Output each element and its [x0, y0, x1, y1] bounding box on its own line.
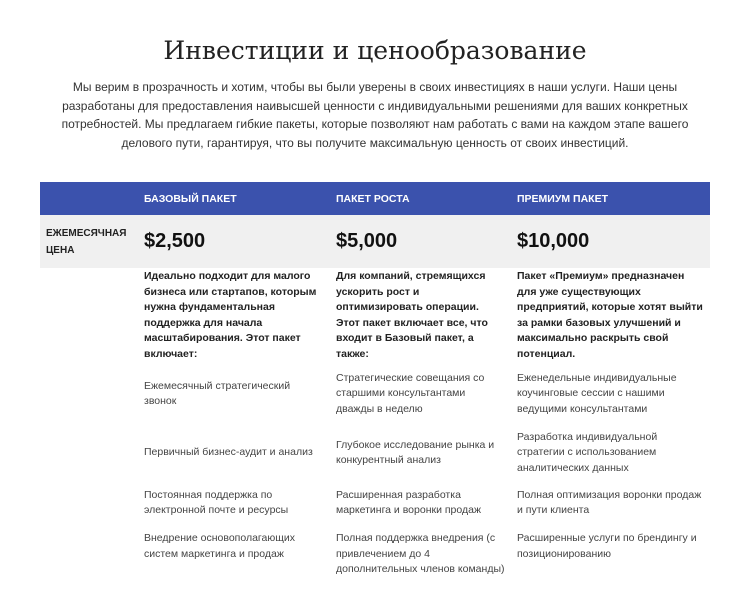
price-growth: $5,000 [330, 215, 511, 268]
description-growth: Для компаний, стремящихся ускорить рост и оптимизировать операции. Этот пакет включает все, что входит в Базовый пакет, а также: [336, 270, 488, 360]
table-row [40, 525, 710, 579]
feature-cell: Глубокое исследование рынка и конкурентный анализ [336, 438, 495, 466]
price-row [40, 215, 710, 268]
feature-cell: Стратегические совещания со старшими консультантами дважды в неделю [336, 371, 485, 415]
plan-name-growth: ПАКЕТ РОСТА [330, 182, 511, 215]
pricing-table [40, 182, 710, 579]
plan-name-premium: ПРЕМИУМ ПАКЕТ [511, 182, 710, 215]
description-row [40, 268, 710, 363]
price-label: ЕЖЕМЕСЯЧНАЯ ЦЕНА [40, 215, 138, 268]
table-row [40, 425, 710, 481]
feature-cell: Еженедельные индивидуальные коучинговые сессии с нашими ведущими консультантами [517, 371, 677, 415]
feature-cell: Расширенные услуги по брендингу и позиционированию [517, 532, 697, 560]
feature-cell: Ежемесячный стратегический звонок [144, 379, 291, 407]
table-row [40, 481, 710, 525]
table-row [40, 363, 710, 425]
table-header-row [40, 182, 710, 215]
intro-text: Мы верим в прозрачность и хотим, чтобы вы были уверены в своих инвестициях в наши услуги. Наши цены разработаны для предоставления наивысшей ценности с индивидуальными решениями для ваших конкретных потребностей. Мы предлагаем гибкие пакеты, которые позволяют нам работать с вами на каждом этапе вашего делового пути, гарантируя, что вы получите максимальную ценность от своих инвестиций. [61, 80, 689, 150]
feature-cell: Полная оптимизация воронки продаж и пути клиента [517, 488, 702, 516]
feature-cell: Расширенная разработка маркетинга и воронки продаж [336, 488, 481, 516]
feature-cell: Постоянная поддержка по электронной почте и ресурсы [144, 488, 289, 516]
feature-cell: Полная поддержка внедрения (с привлечением до 4 дополнительных членов команды) [336, 532, 505, 575]
price-basic: $2,500 [138, 215, 330, 268]
feature-cell: Внедрение основополагающих систем маркетинга и продаж [144, 532, 295, 560]
empty-header-cell [40, 182, 138, 215]
plan-name-basic: БАЗОВЫЙ ПАКЕТ [138, 182, 330, 215]
feature-cell: Разработка индивидуальной стратегии с использованием аналитических данных [517, 430, 658, 474]
price-premium: $10,000 [511, 215, 710, 268]
page-title: Инвестиции и ценообразование [163, 36, 587, 65]
description-premium: Пакет «Премиум» предназначен для уже существующих предприятий, которые хотят выйти за рамки базовых улучшений и максимально раскрыть свой потенциал. [517, 270, 703, 360]
description-basic: Идеально подходит для малого бизнеса или стартапов, которым нужна фундаментальная поддержка для начала масштабирования. Этот пакет включает: [144, 270, 317, 360]
feature-cell: Первичный бизнес-аудит и анализ [144, 446, 313, 459]
